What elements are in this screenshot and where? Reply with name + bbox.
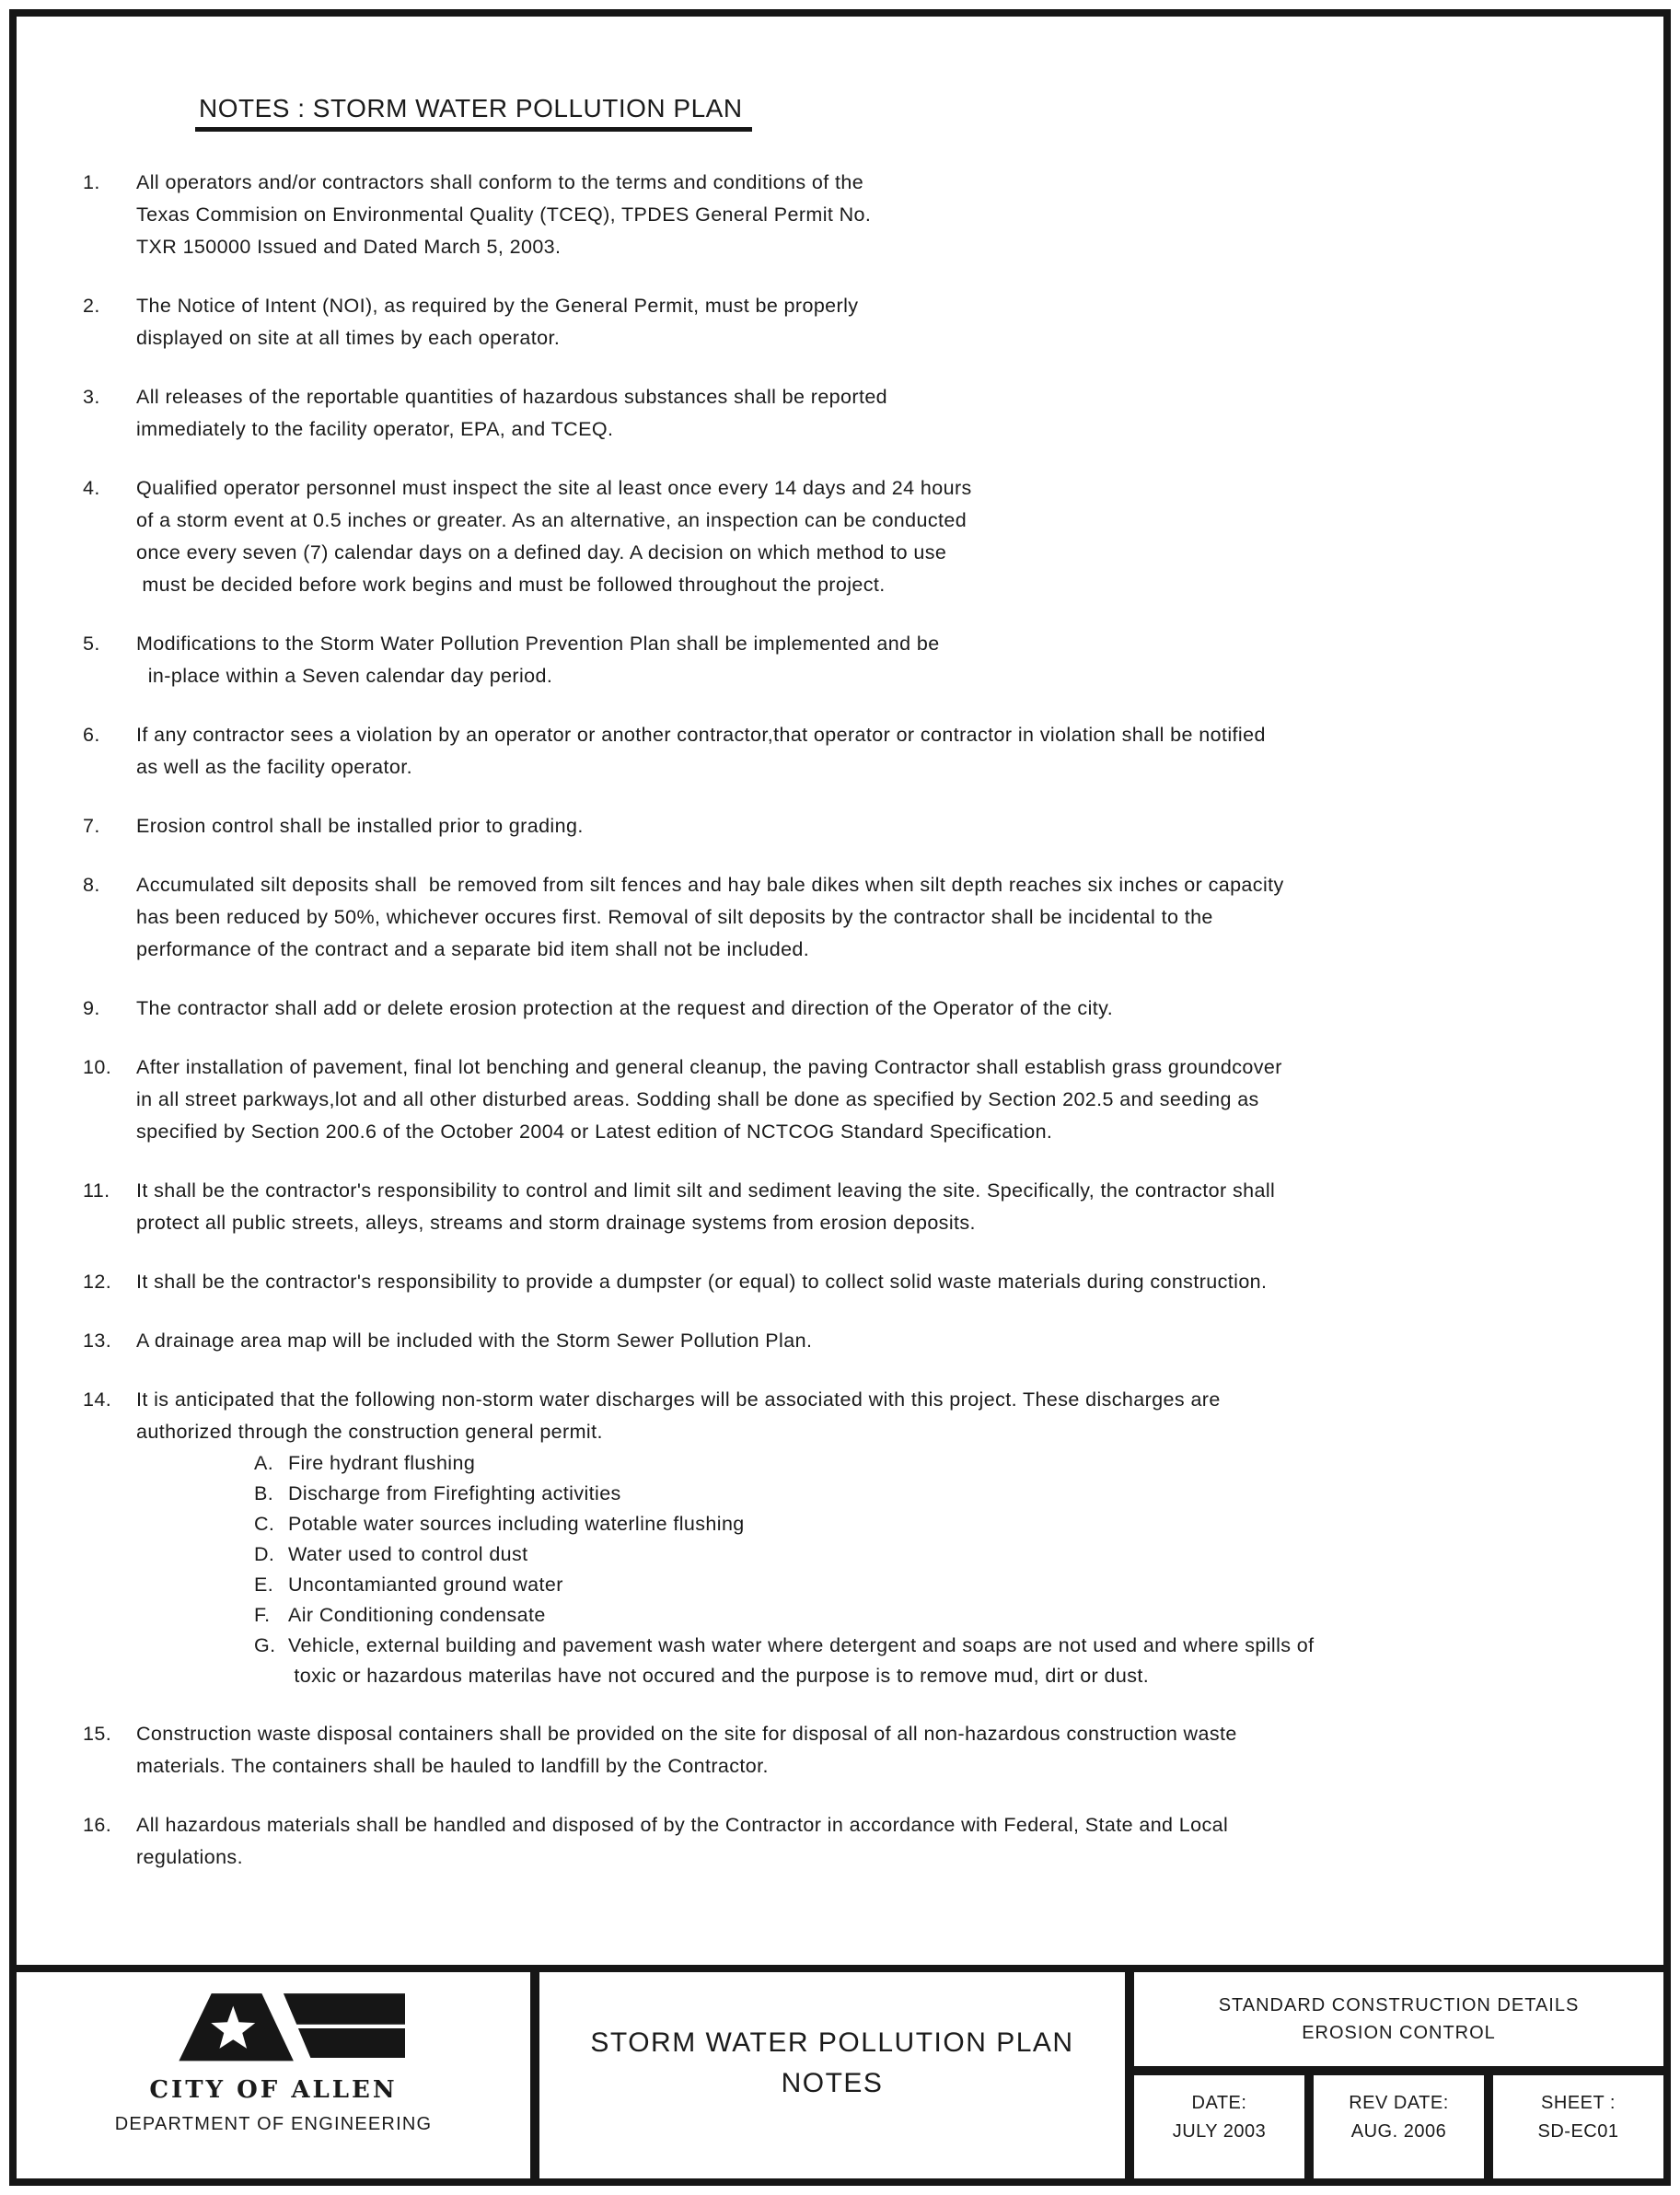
notes-list bbox=[83, 167, 1647, 1900]
sheet-label: SHEET : bbox=[1541, 2093, 1616, 2113]
note-item bbox=[83, 719, 1647, 784]
note-text: It shall be the contractor's responsibility to control and limit silt and sediment leaving the site. Specifically, the contractor shall protect all public streets, alleys, streams and storm drainage systems from erosion deposits. bbox=[136, 1179, 1276, 1234]
sheet-title-cell bbox=[539, 1972, 1125, 2178]
note-text: Erosion control shall be installed prior to grading. bbox=[136, 815, 584, 837]
subitem-label: G. bbox=[254, 1634, 276, 1656]
subitem bbox=[254, 1631, 1647, 1691]
city-of-allen-logo-icon bbox=[142, 1988, 405, 2069]
subitem-text: Vehicle, external building and pavement wash water where detergent and soaps are not used and where spills of toxic or hazardous materilas have not occured and the purpose is to remove mud, dirt or dust. bbox=[288, 1634, 1315, 1687]
series-line2: EROSION CONTROL bbox=[1302, 2023, 1496, 2043]
note-item bbox=[83, 1175, 1647, 1239]
title-block bbox=[9, 1965, 1671, 2186]
note-text: Qualified operator personnel must inspect the site al least once every 14 days and 24 hours of a storm event at 0.5 inches or greater. As an alternative, an inspection can be conducted once every seven (7) calendar days on a defined day. A decision on which method to use must be decided before work begins and must be followed throughout the project. bbox=[136, 477, 972, 596]
note-item bbox=[83, 993, 1647, 1025]
note-item bbox=[83, 472, 1647, 601]
subitem-text: Uncontamianted ground water bbox=[288, 1574, 563, 1596]
revdate-label: REV DATE: bbox=[1349, 2093, 1449, 2113]
note-number: 5. bbox=[83, 633, 100, 655]
subitem-text: Fire hydrant flushing bbox=[288, 1452, 476, 1474]
note-text: A drainage area map will be included with the Storm Sewer Pollution Plan. bbox=[136, 1330, 813, 1352]
note-item bbox=[83, 381, 1647, 446]
note-item bbox=[83, 869, 1647, 966]
note-text: All releases of the reportable quantities of hazardous substances shall be reported immediately to the facility operator, EPA, and TCEQ. bbox=[136, 386, 888, 440]
note-number: 12. bbox=[83, 1271, 112, 1293]
note-text: Accumulated silt deposits shall be removed from silt fences and hay bale dikes when silt depth reaches six inches or capacity has been reduced by 50%, whichever occures first. Removal of silt deposits by the contractor shall be incidental to the performance of the contract and a separate bid item shall not be included. bbox=[136, 874, 1284, 960]
date-cell bbox=[1134, 2075, 1304, 2178]
note-number: 11. bbox=[83, 1179, 110, 1202]
note-item bbox=[83, 1384, 1647, 1691]
note-text: If any contractor sees a violation by an operator or another contractor,that operator or contractor in violation shall be notified as well as the facility operator. bbox=[136, 724, 1266, 778]
subitem-label: C. bbox=[254, 1513, 275, 1535]
note-item bbox=[83, 290, 1647, 354]
notes-heading: NOTES : STORM WATER POLLUTION PLAN bbox=[195, 94, 752, 132]
title-block-right bbox=[1134, 1972, 1663, 2178]
subitem-label: F. bbox=[254, 1604, 271, 1626]
note-number: 2. bbox=[83, 295, 100, 317]
note-number: 16. bbox=[83, 1814, 112, 1836]
note-text: All hazardous materials shall be handled and disposed of by the Contractor in accordance with Federal, State and Local regulations. bbox=[136, 1814, 1229, 1868]
logo-cell bbox=[17, 1972, 530, 2178]
revdate-cell bbox=[1314, 2075, 1484, 2178]
note-item bbox=[83, 628, 1647, 692]
note-item bbox=[83, 1718, 1647, 1783]
subitem-label: A. bbox=[254, 1452, 274, 1474]
note-item bbox=[83, 1809, 1647, 1874]
date-label: DATE: bbox=[1191, 2093, 1247, 2113]
note-item bbox=[83, 167, 1647, 263]
sheet-title-line2: NOTES bbox=[781, 2068, 884, 2098]
note-text: It shall be the contractor's responsibility to provide a dumpster (or equal) to collect solid waste materials during construction. bbox=[136, 1271, 1268, 1293]
date-value: JULY 2003 bbox=[1172, 2121, 1267, 2142]
note-text: It is anticipated that the following non-storm water discharges will be associated with this project. These discharges are authorized through the construction general permit. bbox=[136, 1388, 1221, 1443]
note-item bbox=[83, 1325, 1647, 1357]
note-text: The Notice of Intent (NOI), as required by the General Permit, must be properly displayed on site at all times by each operator. bbox=[136, 295, 859, 349]
subitem bbox=[254, 1479, 1647, 1509]
note-number: 13. bbox=[83, 1330, 112, 1352]
subitem-text: Water used to control dust bbox=[288, 1543, 528, 1565]
note-number: 15. bbox=[83, 1723, 112, 1745]
dept-name: DEPARTMENT OF ENGINEERING bbox=[114, 2114, 433, 2134]
note-text: After installation of pavement, final lot benching and general cleanup, the paving Contractor shall establish grass groundcover in all street parkways,lot and all other disturbed areas. Sodding shall be done as specified by Section 202.5 and seeding as specified by Section 200.6 of the October 2004 or Latest edition of NCTCOG Standard Specification. bbox=[136, 1056, 1282, 1143]
series-cell bbox=[1134, 1972, 1663, 2066]
sheet-value: SD-EC01 bbox=[1537, 2121, 1619, 2142]
note-item bbox=[83, 1051, 1647, 1148]
subitem-text: Discharge from Firefighting activities bbox=[288, 1482, 621, 1504]
note-number: 1. bbox=[83, 171, 100, 193]
heading-wrap bbox=[83, 94, 752, 132]
note-text: Construction waste disposal containers shall be provided on the site for disposal of all non-hazardous construction waste materials. The containers shall be hauled to landfill by the Contractor. bbox=[136, 1723, 1237, 1777]
subitem bbox=[254, 1539, 1647, 1570]
note-number: 8. bbox=[83, 874, 100, 896]
note-item bbox=[83, 810, 1647, 842]
subitem bbox=[254, 1600, 1647, 1631]
subitem-label: B. bbox=[254, 1482, 274, 1504]
note-subitems bbox=[254, 1448, 1647, 1691]
subitem-text: Air Conditioning condensate bbox=[288, 1604, 546, 1626]
sheet-title-line1: STORM WATER POLLUTION PLAN bbox=[590, 2027, 1074, 2058]
subitem-label: D. bbox=[254, 1543, 275, 1565]
note-item bbox=[83, 1266, 1647, 1298]
subitem bbox=[254, 1448, 1647, 1479]
note-number: 3. bbox=[83, 386, 100, 408]
subitem bbox=[254, 1509, 1647, 1539]
revdate-value: AUG. 2006 bbox=[1350, 2121, 1447, 2142]
note-number: 4. bbox=[83, 477, 100, 499]
subitem-label: E. bbox=[254, 1574, 274, 1596]
note-text: Modifications to the Storm Water Pollution Prevention Plan shall be implemented and be in-place within a Seven calendar day period. bbox=[136, 633, 940, 687]
sheet-cell bbox=[1493, 2075, 1663, 2178]
subitem bbox=[254, 1570, 1647, 1600]
note-number: 9. bbox=[83, 997, 100, 1019]
series-line1: STANDARD CONSTRUCTION DETAILS bbox=[1218, 1995, 1580, 2015]
note-number: 10. bbox=[83, 1056, 112, 1078]
title-block-info-row bbox=[1134, 2075, 1663, 2178]
org-name: CITY OF ALLEN bbox=[149, 2076, 398, 2104]
subitem-text: Potable water sources including waterline flushing bbox=[288, 1513, 745, 1535]
note-number: 6. bbox=[83, 724, 100, 746]
note-number: 14. bbox=[83, 1388, 112, 1411]
note-text: The contractor shall add or delete erosion protection at the request and direction of the Operator of the city. bbox=[136, 997, 1114, 1019]
note-text: All operators and/or contractors shall conform to the terms and conditions of the Texas Commision on Environmental Quality (TCEQ), TPDES General Permit No. TXR 150000 Issued and Dated March 5, 2003. bbox=[136, 171, 872, 258]
note-number: 7. bbox=[83, 815, 100, 837]
